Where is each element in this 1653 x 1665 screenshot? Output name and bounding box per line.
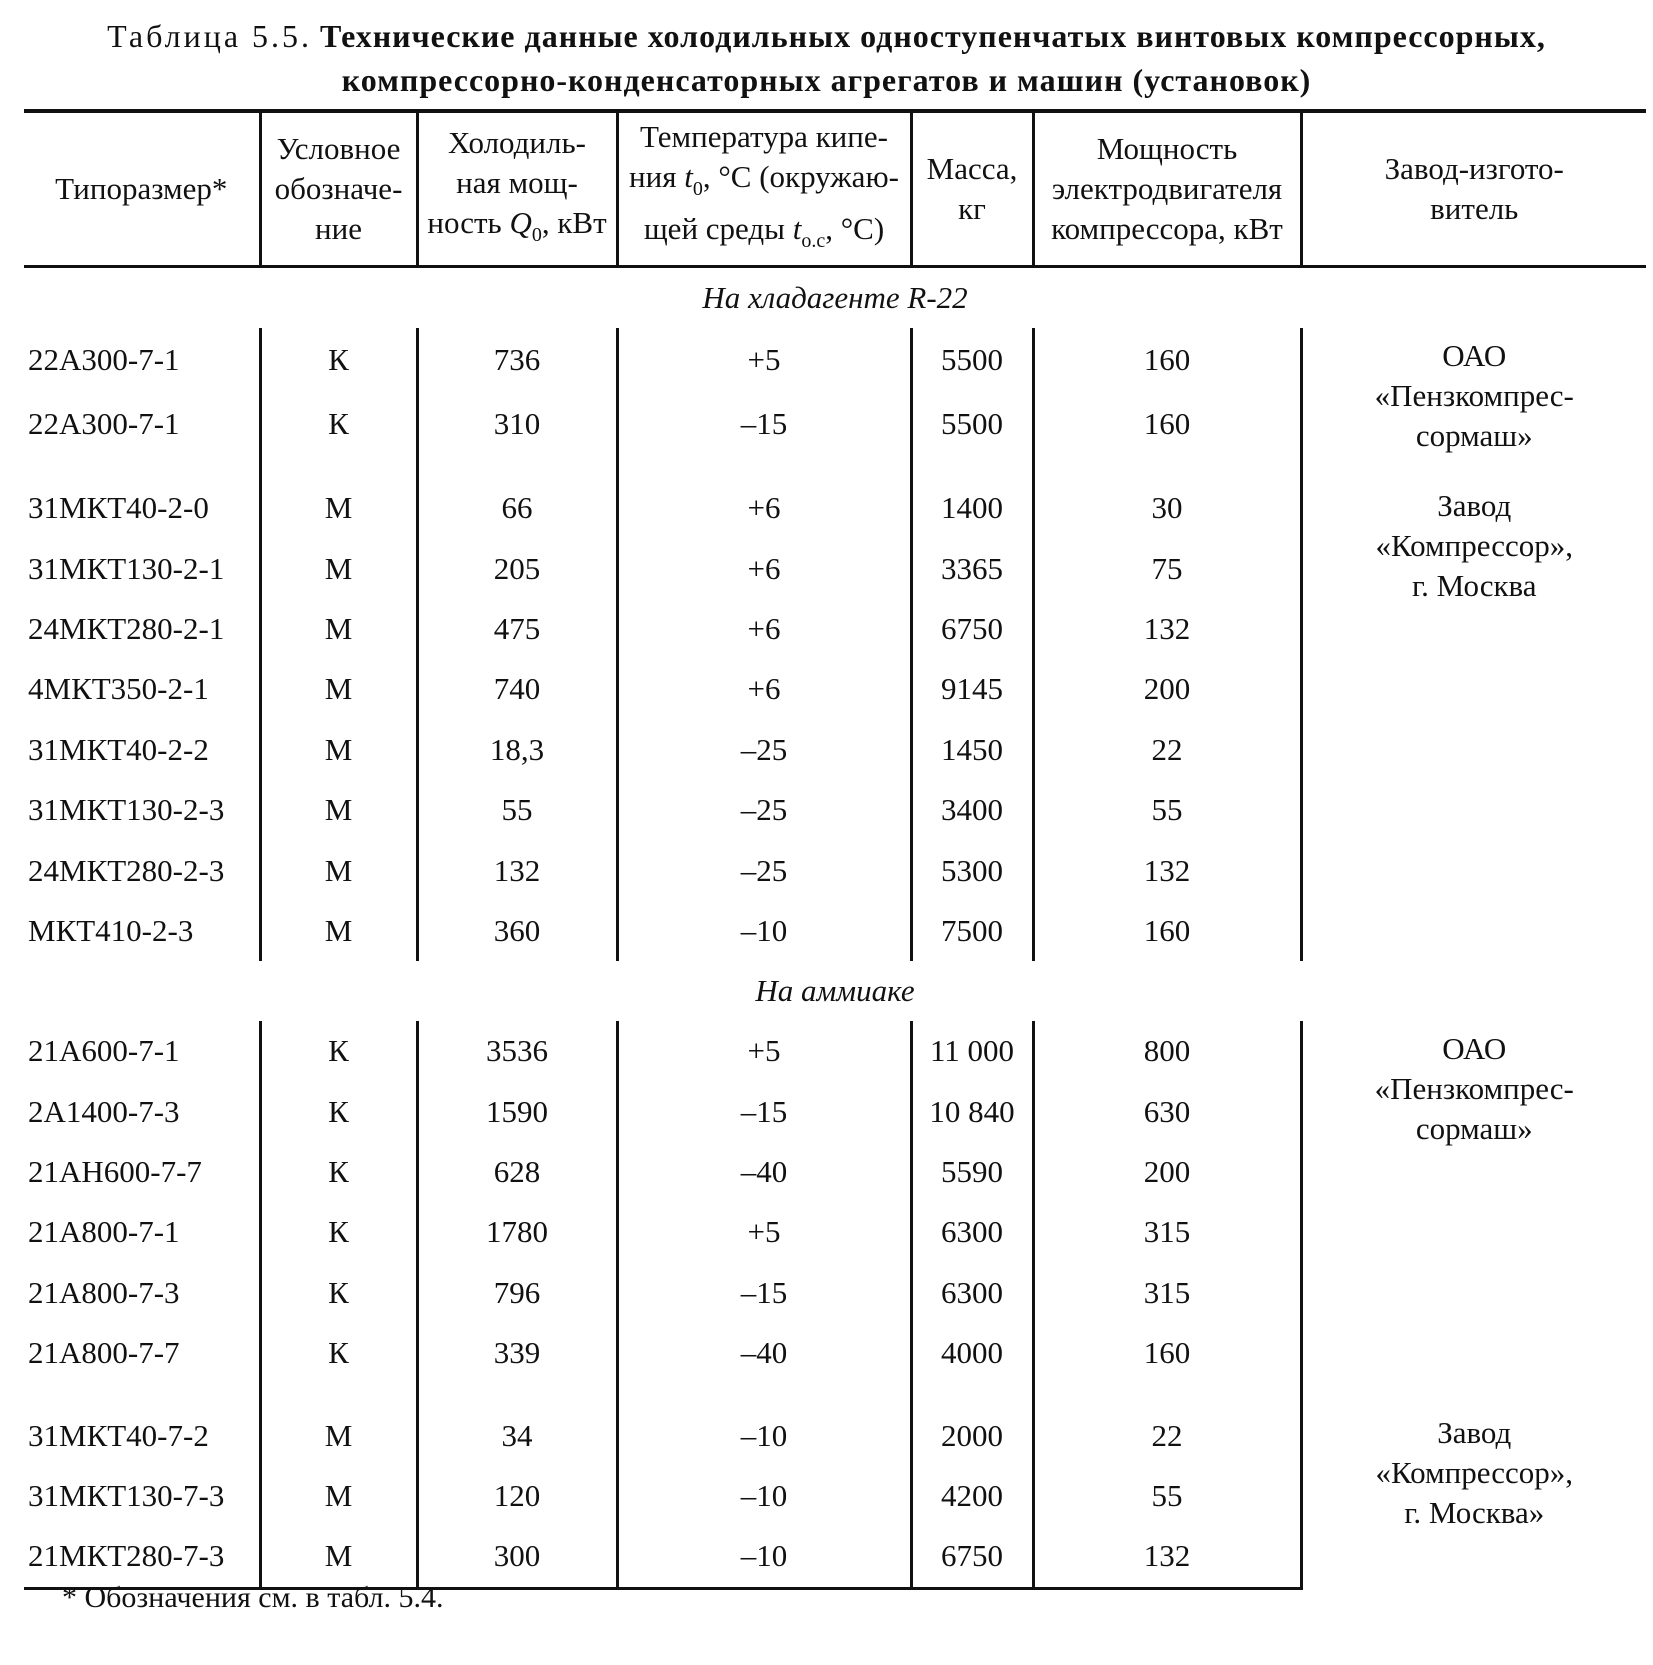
cell-mass: 6750 bbox=[911, 1526, 1033, 1588]
cell-temperature: –25 bbox=[617, 780, 911, 840]
caption-title-line-1: Технические данные холодильных одноступенчатых винтовых компрессорных, bbox=[320, 18, 1546, 54]
footnote: * Обозначения см. в табл. 5.4. bbox=[62, 1581, 444, 1614]
cell-power: 160 bbox=[1033, 328, 1301, 392]
cell-designation: М bbox=[260, 478, 417, 538]
cell-temperature: +6 bbox=[617, 478, 911, 538]
cell-capacity: 475 bbox=[417, 599, 617, 659]
cell-capacity: 310 bbox=[417, 392, 617, 456]
group-gap-row bbox=[24, 1383, 1646, 1405]
cell-type: 31МКТ130-7-3 bbox=[28, 1478, 225, 1514]
cell-designation: К bbox=[260, 328, 417, 392]
gap-cell bbox=[1301, 456, 1646, 478]
gap-cell bbox=[911, 456, 1033, 478]
maker-line: сормаш» bbox=[1415, 1111, 1533, 1147]
gap-cell bbox=[911, 1383, 1033, 1405]
cell-temperature: +5 bbox=[617, 328, 911, 392]
cell-temperature: –15 bbox=[617, 392, 911, 456]
header-temperature-word: щей среды bbox=[643, 211, 785, 246]
cell-temperature: –40 bbox=[617, 1142, 911, 1202]
header-capacity-line: ная мощ- bbox=[456, 165, 578, 200]
cell-capacity: 1590 bbox=[417, 1082, 617, 1142]
cell-mass: 10 840 bbox=[911, 1082, 1033, 1142]
cell-temperature: +5 bbox=[617, 1021, 911, 1081]
maker-line: сормаш» bbox=[1415, 418, 1533, 453]
gap-cell bbox=[617, 1383, 911, 1405]
header-power-line: компрессора, кВт bbox=[1051, 211, 1283, 246]
cell-mass: 6750 bbox=[911, 599, 1033, 659]
cell-designation: К bbox=[260, 1142, 417, 1202]
cell-designation: М bbox=[260, 720, 417, 780]
table-row bbox=[24, 1021, 1646, 1081]
caption-title-line-2: компрессорно-конденсаторных агрегатов и машин (установок) bbox=[341, 62, 1312, 98]
cell-maker bbox=[1301, 478, 1646, 961]
cell-type: 31МКТ130-2-1 bbox=[28, 550, 225, 586]
table-row bbox=[24, 1405, 1646, 1465]
cell-power: 315 bbox=[1033, 1263, 1301, 1323]
maker-line: Завод bbox=[1437, 1415, 1512, 1451]
maker-line: «Компрессор», bbox=[1375, 1455, 1574, 1491]
cell-mass: 6300 bbox=[911, 1263, 1033, 1323]
maker-line: «Пензкомпрес- bbox=[1374, 378, 1574, 413]
gap-cell bbox=[1033, 1383, 1301, 1405]
cell-power: 22 bbox=[1033, 1405, 1301, 1465]
cell-capacity: 736 bbox=[417, 328, 617, 392]
cell-mass: 6300 bbox=[911, 1202, 1033, 1262]
cell-mass: 7500 bbox=[911, 901, 1033, 961]
cell-maker bbox=[1301, 1021, 1646, 1383]
cell-power: 160 bbox=[1033, 901, 1301, 961]
cell-maker bbox=[1301, 1405, 1646, 1588]
gap-cell bbox=[617, 456, 911, 478]
maker-line: Завод bbox=[1437, 488, 1512, 523]
gap-cell bbox=[417, 456, 617, 478]
maker-line: г. Москва bbox=[1411, 568, 1537, 603]
header-designation-line: Условное bbox=[276, 131, 401, 166]
gap-cell bbox=[24, 456, 260, 478]
cell-designation: М bbox=[260, 1405, 417, 1465]
cell-capacity: 796 bbox=[417, 1263, 617, 1323]
cell-power: 55 bbox=[1033, 1466, 1301, 1526]
cell-capacity: 55 bbox=[417, 780, 617, 840]
cell-power: 132 bbox=[1033, 599, 1301, 659]
cell-capacity: 1780 bbox=[417, 1202, 617, 1262]
cell-mass: 9145 bbox=[911, 659, 1033, 719]
cell-temperature: –10 bbox=[617, 901, 911, 961]
cell-type: 31МКТ40-7-2 bbox=[28, 1417, 209, 1453]
gap-cell bbox=[260, 456, 417, 478]
table-row bbox=[24, 328, 1646, 392]
cell-capacity: 300 bbox=[417, 1526, 617, 1588]
header-temperature-line: Температура кипе- bbox=[640, 119, 888, 154]
caption-line-1 bbox=[0, 14, 1653, 58]
header-temperature-symbol: t bbox=[792, 211, 802, 246]
cell-type: 21МКТ280-7-3 bbox=[24, 1526, 260, 1588]
cell-capacity: 18,3 bbox=[417, 720, 617, 780]
section-row bbox=[24, 961, 1646, 1021]
cell-mass: 5500 bbox=[911, 328, 1033, 392]
cell-temperature: –10 bbox=[617, 1526, 911, 1588]
cell-mass: 4000 bbox=[911, 1323, 1033, 1383]
cell-capacity: 360 bbox=[417, 901, 617, 961]
header-temperature bbox=[617, 111, 911, 267]
cell-type: 2А1400-7-3 bbox=[28, 1093, 180, 1129]
cell-designation: М bbox=[260, 901, 417, 961]
cell-type: 21А800-7-1 bbox=[28, 1214, 180, 1250]
header-power-line: электродвигателя bbox=[1051, 171, 1283, 206]
header-temperature-subscript: о.с bbox=[801, 230, 826, 252]
cell-designation: К bbox=[260, 1202, 417, 1262]
cell-capacity: 132 bbox=[417, 840, 617, 900]
cell-designation: К bbox=[260, 1323, 417, 1383]
cell-temperature: –15 bbox=[617, 1082, 911, 1142]
cell-temperature: –25 bbox=[617, 720, 911, 780]
cell-temperature: –10 bbox=[617, 1405, 911, 1465]
gap-cell bbox=[1033, 456, 1301, 478]
cell-temperature: +5 bbox=[617, 1202, 911, 1262]
maker-line: ОАО bbox=[1442, 338, 1507, 373]
gap-cell bbox=[24, 1383, 260, 1405]
cell-capacity: 66 bbox=[417, 478, 617, 538]
cell-type: 21АН600-7-7 bbox=[28, 1154, 202, 1190]
header-temperature-unit: , °С) bbox=[825, 211, 885, 246]
maker-line: «Пензкомпрес- bbox=[1374, 1071, 1574, 1107]
cell-designation: М bbox=[260, 538, 417, 598]
cell-type: 4МКТ350-2-1 bbox=[28, 671, 209, 707]
cell-type: 21А800-7-7 bbox=[28, 1335, 180, 1371]
cell-temperature: –15 bbox=[617, 1263, 911, 1323]
cell-designation: М bbox=[260, 599, 417, 659]
header-designation-line: обозначе- bbox=[274, 171, 403, 206]
cell-power: 132 bbox=[1033, 1526, 1301, 1588]
cell-maker bbox=[1301, 328, 1646, 456]
cell-temperature: –10 bbox=[617, 1466, 911, 1526]
gap-cell bbox=[1301, 1383, 1646, 1405]
cell-designation: М bbox=[260, 1466, 417, 1526]
cell-capacity: 3536 bbox=[417, 1021, 617, 1081]
cell-capacity: 120 bbox=[417, 1466, 617, 1526]
cell-power: 22 bbox=[1033, 720, 1301, 780]
cell-designation: М bbox=[260, 780, 417, 840]
cell-type: 22А300-7-1 bbox=[28, 406, 180, 441]
header-capacity-unit: , кВт bbox=[541, 205, 607, 240]
cell-mass: 3365 bbox=[911, 538, 1033, 598]
header-capacity-line bbox=[423, 203, 612, 255]
cell-mass: 5300 bbox=[911, 840, 1033, 900]
cell-power: 800 bbox=[1033, 1021, 1301, 1081]
cell-designation: М bbox=[260, 1526, 417, 1588]
cell-capacity: 628 bbox=[417, 1142, 617, 1202]
header-temperature-line bbox=[623, 209, 906, 261]
gap-cell bbox=[260, 1383, 417, 1405]
table-row bbox=[24, 478, 1646, 538]
table-header bbox=[24, 111, 1646, 267]
cell-temperature: –40 bbox=[617, 1323, 911, 1383]
cell-power: 132 bbox=[1033, 840, 1301, 900]
cell-mass: 1450 bbox=[911, 720, 1033, 780]
header-capacity-line: Холодиль- bbox=[448, 125, 586, 160]
cell-power: 75 bbox=[1033, 538, 1301, 598]
header-temperature-word: ния bbox=[629, 159, 677, 194]
cell-power: 315 bbox=[1033, 1202, 1301, 1262]
cell-capacity: 740 bbox=[417, 659, 617, 719]
header-designation-line: ние bbox=[315, 211, 362, 246]
section-title: На хладагенте R-22 bbox=[702, 280, 968, 315]
maker-line: ОАО bbox=[1442, 1031, 1507, 1067]
cell-mass: 5590 bbox=[911, 1142, 1033, 1202]
cell-type: 21А800-7-3 bbox=[28, 1274, 180, 1310]
cell-temperature: +6 bbox=[617, 538, 911, 598]
cell-power: 630 bbox=[1033, 1082, 1301, 1142]
cell-type: 24МКТ280-2-1 bbox=[28, 610, 225, 646]
cell-type: 31МКТ130-2-3 bbox=[28, 792, 225, 828]
cell-designation: М bbox=[260, 659, 417, 719]
cell-designation: М bbox=[260, 840, 417, 900]
header-designation bbox=[260, 111, 417, 267]
cell-type: 21А600-7-1 bbox=[28, 1033, 180, 1069]
section-row bbox=[24, 267, 1646, 329]
header-maker-line: Завод-изгото- bbox=[1384, 151, 1564, 186]
table-body bbox=[24, 267, 1646, 1589]
cell-mass: 5500 bbox=[911, 392, 1033, 456]
cell-power: 160 bbox=[1033, 1323, 1301, 1383]
header-type-text: Типоразмер* bbox=[55, 171, 228, 206]
cell-power: 200 bbox=[1033, 659, 1301, 719]
cell-capacity: 339 bbox=[417, 1323, 617, 1383]
header-type bbox=[24, 111, 260, 267]
cell-mass: 2000 bbox=[911, 1405, 1033, 1465]
header-maker bbox=[1301, 111, 1646, 267]
cell-designation: К bbox=[260, 392, 417, 456]
cell-type: 22А300-7-1 bbox=[28, 342, 180, 377]
header-power bbox=[1033, 111, 1301, 267]
header-capacity-symbol: Q bbox=[509, 205, 532, 240]
cell-temperature: +6 bbox=[617, 599, 911, 659]
header-capacity-word: ность bbox=[427, 205, 502, 240]
cell-capacity: 34 bbox=[417, 1405, 617, 1465]
cell-type: 31МКТ40-2-2 bbox=[28, 731, 209, 767]
cell-power: 30 bbox=[1033, 478, 1301, 538]
cell-type: 24МКТ280-2-3 bbox=[28, 852, 225, 888]
header-temperature-unit: , °С (окружаю- bbox=[702, 159, 899, 194]
maker-line: «Компрессор», bbox=[1375, 528, 1574, 563]
cell-power: 55 bbox=[1033, 780, 1301, 840]
cell-designation: К bbox=[260, 1082, 417, 1142]
cell-temperature: –25 bbox=[617, 840, 911, 900]
maker-line: г. Москва» bbox=[1404, 1495, 1545, 1531]
cell-capacity: 205 bbox=[417, 538, 617, 598]
cell-type: МКТ410-2-3 bbox=[28, 912, 194, 948]
cell-mass: 3400 bbox=[911, 780, 1033, 840]
header-temperature-line bbox=[623, 157, 906, 209]
cell-type: 31МКТ40-2-0 bbox=[28, 490, 209, 526]
cell-designation: К bbox=[260, 1263, 417, 1323]
cell-temperature: +6 bbox=[617, 659, 911, 719]
header-mass bbox=[911, 111, 1033, 267]
header-power-line: Мощность bbox=[1096, 131, 1238, 166]
gap-cell bbox=[417, 1383, 617, 1405]
section-title: На аммиаке bbox=[755, 973, 915, 1009]
cell-designation: К bbox=[260, 1021, 417, 1081]
header-temperature-subscript: 0 bbox=[692, 178, 703, 200]
cell-mass: 1400 bbox=[911, 478, 1033, 538]
cell-power: 200 bbox=[1033, 1142, 1301, 1202]
table-caption bbox=[0, 14, 1653, 102]
data-table bbox=[24, 109, 1646, 1590]
header-temperature-symbol: t bbox=[684, 159, 693, 194]
cell-mass: 11 000 bbox=[911, 1021, 1033, 1081]
header-capacity bbox=[417, 111, 617, 267]
header-capacity-subscript: 0 bbox=[531, 224, 542, 246]
header-mass-line: кг bbox=[958, 191, 986, 226]
header-row bbox=[24, 111, 1646, 267]
cell-mass: 4200 bbox=[911, 1466, 1033, 1526]
header-maker-line: витель bbox=[1430, 191, 1519, 226]
header-mass-line: Масса, bbox=[926, 151, 1018, 186]
group-gap-row bbox=[24, 456, 1646, 478]
cell-power: 160 bbox=[1033, 392, 1301, 456]
caption-lead: Таблица 5.5. bbox=[107, 18, 313, 54]
